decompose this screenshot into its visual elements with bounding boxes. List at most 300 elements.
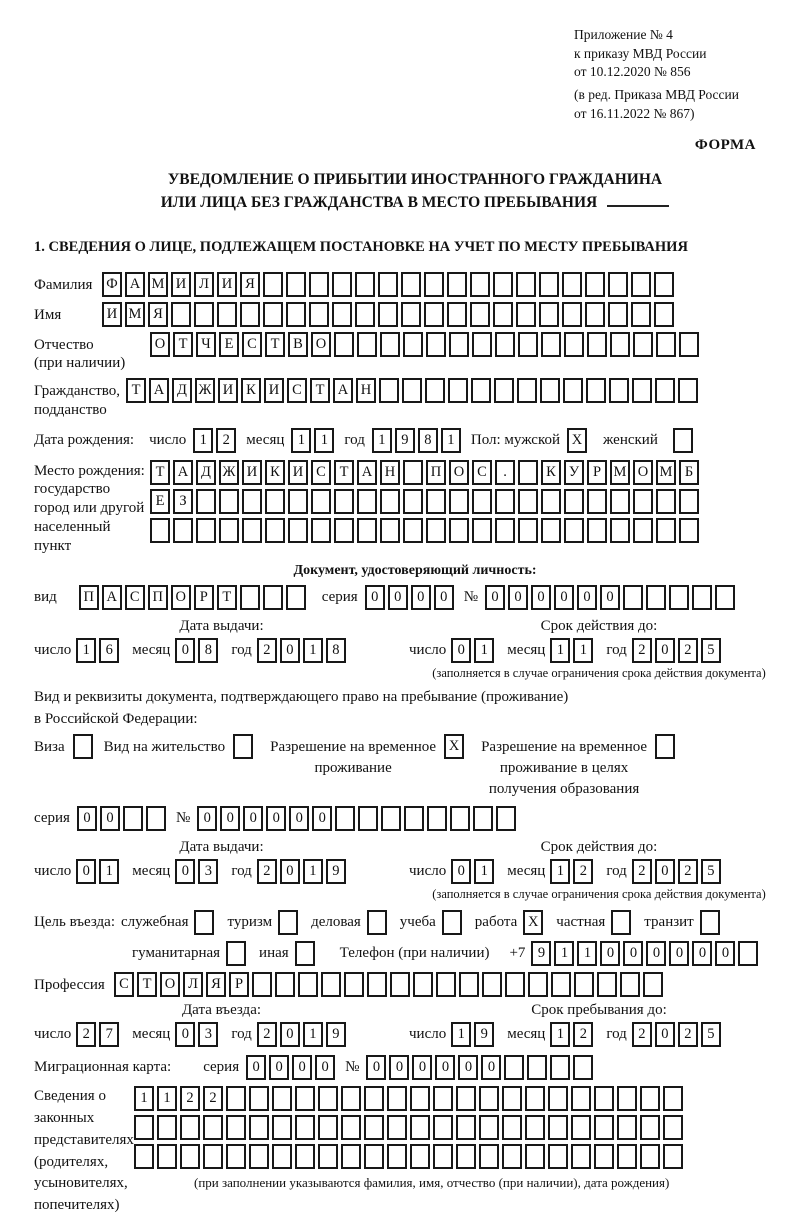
char-cell[interactable]: Я <box>240 272 260 297</box>
char-cell[interactable]: 0 <box>508 585 528 610</box>
char-cell[interactable] <box>355 302 375 327</box>
char-cell[interactable] <box>539 302 559 327</box>
char-cell[interactable] <box>403 332 423 357</box>
char-cell[interactable] <box>456 1086 476 1111</box>
residence-issue-day[interactable] <box>76 859 122 884</box>
char-cell[interactable]: К <box>265 460 285 485</box>
representatives-row2-cells[interactable] <box>134 1115 686 1140</box>
char-cell[interactable]: Д <box>172 378 192 403</box>
char-cell[interactable]: 0 <box>692 941 712 966</box>
char-cell[interactable] <box>620 972 640 997</box>
char-cell[interactable] <box>219 518 239 543</box>
char-cell[interactable] <box>617 1144 637 1169</box>
char-cell[interactable] <box>427 806 447 831</box>
char-cell[interactable] <box>447 302 467 327</box>
char-cell[interactable] <box>471 378 491 403</box>
sex-male-checkbox[interactable] <box>567 428 590 453</box>
char-cell[interactable]: Т <box>137 972 157 997</box>
char-cell[interactable]: И <box>102 302 122 327</box>
char-cell[interactable]: 2 <box>678 859 698 884</box>
char-cell[interactable] <box>655 378 675 403</box>
char-cell[interactable] <box>617 1086 637 1111</box>
char-cell[interactable] <box>449 518 469 543</box>
char-cell[interactable] <box>473 806 493 831</box>
char-cell[interactable] <box>594 1144 614 1169</box>
char-cell[interactable]: К <box>541 460 561 485</box>
char-cell[interactable] <box>449 489 469 514</box>
char-cell[interactable] <box>587 332 607 357</box>
char-cell[interactable]: О <box>150 332 170 357</box>
char-cell[interactable] <box>679 489 699 514</box>
char-cell[interactable]: 3 <box>198 1022 218 1047</box>
char-cell[interactable] <box>527 1055 547 1080</box>
char-cell[interactable]: 0 <box>292 1055 312 1080</box>
char-cell[interactable] <box>298 972 318 997</box>
char-cell[interactable]: 0 <box>577 585 597 610</box>
char-cell[interactable] <box>157 1115 177 1140</box>
char-cell[interactable]: Я <box>148 302 168 327</box>
char-cell[interactable]: 0 <box>481 1055 501 1080</box>
char-cell[interactable] <box>608 272 628 297</box>
char-cell[interactable]: 0 <box>623 941 643 966</box>
char-cell[interactable]: 6 <box>99 638 119 663</box>
char-cell[interactable] <box>447 272 467 297</box>
char-cell[interactable]: 9 <box>326 1022 346 1047</box>
char-cell[interactable] <box>203 1115 223 1140</box>
char-cell[interactable]: 2 <box>632 859 652 884</box>
char-cell[interactable]: 1 <box>134 1086 154 1111</box>
char-cell[interactable] <box>426 489 446 514</box>
char-cell[interactable] <box>425 378 445 403</box>
char-cell[interactable] <box>495 518 515 543</box>
char-cell[interactable]: 5 <box>701 638 721 663</box>
char-cell[interactable]: 1 <box>76 638 96 663</box>
transit-checkbox[interactable] <box>700 910 723 935</box>
char-cell[interactable] <box>357 518 377 543</box>
char-cell[interactable] <box>381 806 401 831</box>
char-cell[interactable] <box>640 1115 660 1140</box>
doc-valid-month[interactable] <box>550 638 596 663</box>
char-cell[interactable] <box>134 1144 154 1169</box>
entry-year[interactable] <box>257 1022 349 1047</box>
char-cell[interactable] <box>288 518 308 543</box>
entry-month[interactable] <box>175 1022 221 1047</box>
birthplace-row3-cells[interactable] <box>150 518 702 543</box>
char-cell[interactable]: 0 <box>269 1055 289 1080</box>
char-cell[interactable]: 1 <box>314 428 334 453</box>
char-cell[interactable]: И <box>288 460 308 485</box>
char-cell[interactable] <box>390 972 410 997</box>
char-cell[interactable]: О <box>171 585 191 610</box>
char-cell[interactable]: А <box>125 272 145 297</box>
char-cell[interactable] <box>663 1086 683 1111</box>
char-cell[interactable]: И <box>264 378 284 403</box>
char-cell[interactable]: 0 <box>175 1022 195 1047</box>
char-cell[interactable] <box>610 489 630 514</box>
char-cell[interactable] <box>355 272 375 297</box>
char-cell[interactable] <box>410 1115 430 1140</box>
char-cell[interactable]: П <box>148 585 168 610</box>
char-cell[interactable]: 0 <box>280 1022 300 1047</box>
tourism-checkbox[interactable] <box>278 910 301 935</box>
char-cell[interactable]: Р <box>587 460 607 485</box>
char-cell[interactable] <box>73 734 93 759</box>
char-cell[interactable] <box>541 518 561 543</box>
char-cell[interactable]: 0 <box>389 1055 409 1080</box>
char-cell[interactable] <box>646 585 666 610</box>
sex-female-checkbox[interactable] <box>673 428 696 453</box>
char-cell[interactable] <box>410 1144 430 1169</box>
char-cell[interactable] <box>679 332 699 357</box>
char-cell[interactable] <box>551 972 571 997</box>
char-cell[interactable]: Т <box>334 460 354 485</box>
char-cell[interactable] <box>263 272 283 297</box>
other-purpose-checkbox[interactable] <box>295 941 318 966</box>
char-cell[interactable]: . <box>495 460 515 485</box>
stay-year[interactable] <box>632 1022 724 1047</box>
char-cell[interactable] <box>472 518 492 543</box>
birthplace-row2-cells[interactable] <box>150 489 702 514</box>
char-cell[interactable] <box>564 518 584 543</box>
char-cell[interactable]: 9 <box>531 941 551 966</box>
char-cell[interactable] <box>585 272 605 297</box>
char-cell[interactable] <box>472 489 492 514</box>
doc-valid-year[interactable] <box>632 638 724 663</box>
char-cell[interactable]: 1 <box>550 859 570 884</box>
study-checkbox[interactable] <box>442 910 465 935</box>
char-cell[interactable] <box>470 272 490 297</box>
char-cell[interactable] <box>495 332 515 357</box>
char-cell[interactable] <box>378 272 398 297</box>
char-cell[interactable] <box>173 518 193 543</box>
char-cell[interactable] <box>332 272 352 297</box>
char-cell[interactable] <box>278 910 298 935</box>
char-cell[interactable] <box>252 972 272 997</box>
char-cell[interactable]: Н <box>380 460 400 485</box>
char-cell[interactable] <box>263 302 283 327</box>
char-cell[interactable]: М <box>125 302 145 327</box>
char-cell[interactable] <box>226 1115 246 1140</box>
char-cell[interactable]: Д <box>196 460 216 485</box>
char-cell[interactable] <box>318 1086 338 1111</box>
char-cell[interactable] <box>410 1086 430 1111</box>
char-cell[interactable]: В <box>288 332 308 357</box>
char-cell[interactable] <box>564 489 584 514</box>
char-cell[interactable] <box>502 1115 522 1140</box>
char-cell[interactable] <box>456 1144 476 1169</box>
char-cell[interactable] <box>249 1086 269 1111</box>
char-cell[interactable] <box>295 1115 315 1140</box>
char-cell[interactable] <box>367 972 387 997</box>
char-cell[interactable] <box>541 332 561 357</box>
residence-valid-day[interactable] <box>451 859 497 884</box>
residence-permit-checkbox[interactable] <box>233 734 256 759</box>
char-cell[interactable]: Т <box>173 332 193 357</box>
char-cell[interactable]: 0 <box>100 806 120 831</box>
char-cell[interactable] <box>496 806 516 831</box>
char-cell[interactable]: Л <box>194 272 214 297</box>
char-cell[interactable] <box>387 1115 407 1140</box>
profession-cells[interactable] <box>114 972 666 997</box>
char-cell[interactable]: Р <box>229 972 249 997</box>
char-cell[interactable]: А <box>333 378 353 403</box>
char-cell[interactable] <box>610 518 630 543</box>
edu-residence-checkbox[interactable] <box>655 734 678 759</box>
char-cell[interactable] <box>150 518 170 543</box>
char-cell[interactable] <box>493 302 513 327</box>
char-cell[interactable] <box>433 1144 453 1169</box>
residence-valid-year[interactable] <box>632 859 724 884</box>
char-cell[interactable]: И <box>218 378 238 403</box>
char-cell[interactable] <box>180 1144 200 1169</box>
char-cell[interactable]: 0 <box>434 585 454 610</box>
char-cell[interactable] <box>286 302 306 327</box>
char-cell[interactable] <box>516 272 536 297</box>
char-cell[interactable] <box>344 972 364 997</box>
char-cell[interactable]: 2 <box>678 1022 698 1047</box>
firstname-cells[interactable] <box>102 302 677 327</box>
char-cell[interactable]: 1 <box>474 638 494 663</box>
char-cell[interactable] <box>219 489 239 514</box>
char-cell[interactable] <box>656 489 676 514</box>
phone-cells[interactable] <box>531 941 761 966</box>
char-cell[interactable]: Л <box>183 972 203 997</box>
char-cell[interactable]: С <box>311 460 331 485</box>
char-cell[interactable] <box>321 972 341 997</box>
char-cell[interactable]: 0 <box>388 585 408 610</box>
char-cell[interactable]: 0 <box>531 585 551 610</box>
char-cell[interactable]: 2 <box>573 1022 593 1047</box>
char-cell[interactable] <box>357 332 377 357</box>
char-cell[interactable]: 0 <box>458 1055 478 1080</box>
char-cell[interactable]: И <box>171 272 191 297</box>
char-cell[interactable] <box>550 1055 570 1080</box>
char-cell[interactable] <box>643 972 663 997</box>
char-cell[interactable] <box>275 972 295 997</box>
char-cell[interactable] <box>334 518 354 543</box>
representatives-row1-cells[interactable] <box>134 1086 686 1111</box>
patronymic-cells[interactable] <box>150 332 702 357</box>
char-cell[interactable] <box>240 302 260 327</box>
char-cell[interactable]: 1 <box>451 1022 471 1047</box>
char-cell[interactable] <box>194 910 214 935</box>
char-cell[interactable]: 2 <box>678 638 698 663</box>
char-cell[interactable] <box>433 1086 453 1111</box>
char-cell[interactable] <box>540 378 560 403</box>
char-cell[interactable] <box>413 972 433 997</box>
char-cell[interactable]: О <box>311 332 331 357</box>
surname-cells[interactable] <box>102 272 677 297</box>
char-cell[interactable] <box>378 302 398 327</box>
char-cell[interactable] <box>309 272 329 297</box>
char-cell[interactable] <box>249 1144 269 1169</box>
char-cell[interactable] <box>517 378 537 403</box>
char-cell[interactable]: 0 <box>315 1055 335 1080</box>
char-cell[interactable] <box>194 302 214 327</box>
char-cell[interactable]: 0 <box>669 941 689 966</box>
char-cell[interactable] <box>436 972 456 997</box>
char-cell[interactable]: 0 <box>246 1055 266 1080</box>
char-cell[interactable] <box>692 585 712 610</box>
char-cell[interactable] <box>573 1055 593 1080</box>
char-cell[interactable]: И <box>242 460 262 485</box>
char-cell[interactable]: 1 <box>193 428 213 453</box>
char-cell[interactable] <box>631 302 651 327</box>
humanitarian-checkbox[interactable] <box>226 941 249 966</box>
char-cell[interactable] <box>364 1144 384 1169</box>
char-cell[interactable] <box>623 585 643 610</box>
char-cell[interactable]: 0 <box>220 806 240 831</box>
char-cell[interactable]: Ж <box>195 378 215 403</box>
char-cell[interactable] <box>586 378 606 403</box>
char-cell[interactable] <box>502 1144 522 1169</box>
char-cell[interactable] <box>123 806 143 831</box>
char-cell[interactable]: 0 <box>280 859 300 884</box>
char-cell[interactable] <box>505 972 525 997</box>
char-cell[interactable] <box>286 585 306 610</box>
char-cell[interactable]: 2 <box>257 638 277 663</box>
char-cell[interactable] <box>426 332 446 357</box>
char-cell[interactable]: П <box>426 460 446 485</box>
char-cell[interactable] <box>608 302 628 327</box>
char-cell[interactable] <box>442 910 462 935</box>
char-cell[interactable] <box>272 1115 292 1140</box>
migration-series-cells[interactable] <box>246 1055 338 1080</box>
char-cell[interactable] <box>516 302 536 327</box>
char-cell[interactable]: А <box>357 460 377 485</box>
char-cell[interactable]: Т <box>265 332 285 357</box>
char-cell[interactable]: Е <box>150 489 170 514</box>
char-cell[interactable]: М <box>656 460 676 485</box>
char-cell[interactable] <box>401 302 421 327</box>
char-cell[interactable] <box>633 332 653 357</box>
char-cell[interactable] <box>226 941 246 966</box>
visa-checkbox[interactable] <box>73 734 96 759</box>
citizenship-cells[interactable] <box>126 378 701 403</box>
char-cell[interactable] <box>449 332 469 357</box>
char-cell[interactable] <box>518 460 538 485</box>
stay-month[interactable] <box>550 1022 596 1047</box>
char-cell[interactable]: 8 <box>418 428 438 453</box>
char-cell[interactable] <box>494 378 514 403</box>
char-cell[interactable]: Б <box>679 460 699 485</box>
char-cell[interactable] <box>334 332 354 357</box>
official-checkbox[interactable] <box>194 910 217 935</box>
char-cell[interactable]: Т <box>150 460 170 485</box>
char-cell[interactable] <box>426 518 446 543</box>
char-cell[interactable]: 0 <box>554 585 574 610</box>
char-cell[interactable]: 0 <box>600 585 620 610</box>
char-cell[interactable] <box>379 378 399 403</box>
char-cell[interactable] <box>226 1086 246 1111</box>
char-cell[interactable] <box>563 378 583 403</box>
doc-series-cells[interactable] <box>365 585 457 610</box>
char-cell[interactable] <box>518 332 538 357</box>
char-cell[interactable] <box>597 972 617 997</box>
residence-number-cells[interactable] <box>197 806 519 831</box>
char-cell[interactable] <box>265 518 285 543</box>
char-cell[interactable] <box>403 460 423 485</box>
char-cell[interactable]: 0 <box>485 585 505 610</box>
char-cell[interactable] <box>263 585 283 610</box>
char-cell[interactable]: А <box>102 585 122 610</box>
residence-valid-month[interactable] <box>550 859 596 884</box>
char-cell[interactable] <box>341 1144 361 1169</box>
char-cell[interactable] <box>673 428 693 453</box>
char-cell[interactable] <box>242 518 262 543</box>
doc-issue-month[interactable] <box>175 638 221 663</box>
char-cell[interactable] <box>654 302 674 327</box>
char-cell[interactable] <box>448 378 468 403</box>
char-cell[interactable] <box>631 272 651 297</box>
char-cell[interactable] <box>364 1115 384 1140</box>
char-cell[interactable]: 0 <box>600 941 620 966</box>
char-cell[interactable]: 1 <box>157 1086 177 1111</box>
char-cell[interactable] <box>525 1144 545 1169</box>
char-cell[interactable] <box>585 302 605 327</box>
char-cell[interactable]: 2 <box>632 1022 652 1047</box>
char-cell[interactable]: 2 <box>216 428 236 453</box>
char-cell[interactable]: 1 <box>577 941 597 966</box>
char-cell[interactable] <box>309 302 329 327</box>
char-cell[interactable] <box>502 1086 522 1111</box>
char-cell[interactable] <box>571 1144 591 1169</box>
char-cell[interactable]: 2 <box>257 1022 277 1047</box>
doc-issue-year[interactable] <box>257 638 349 663</box>
char-cell[interactable]: С <box>242 332 262 357</box>
residence-series-cells[interactable] <box>77 806 169 831</box>
char-cell[interactable]: 1 <box>441 428 461 453</box>
char-cell[interactable]: 9 <box>395 428 415 453</box>
char-cell[interactable] <box>402 378 422 403</box>
char-cell[interactable] <box>367 910 387 935</box>
char-cell[interactable] <box>318 1115 338 1140</box>
doc-number-cells[interactable] <box>485 585 738 610</box>
char-cell[interactable]: Р <box>194 585 214 610</box>
char-cell[interactable] <box>678 378 698 403</box>
char-cell[interactable] <box>335 806 355 831</box>
char-cell[interactable]: К <box>241 378 261 403</box>
char-cell[interactable] <box>539 272 559 297</box>
doc-issue-day[interactable] <box>76 638 122 663</box>
char-cell[interactable] <box>433 1115 453 1140</box>
char-cell[interactable] <box>358 806 378 831</box>
char-cell[interactable]: 2 <box>632 638 652 663</box>
char-cell[interactable]: 3 <box>198 859 218 884</box>
char-cell[interactable] <box>472 332 492 357</box>
char-cell[interactable] <box>611 910 631 935</box>
char-cell[interactable] <box>594 1115 614 1140</box>
char-cell[interactable] <box>495 489 515 514</box>
char-cell[interactable]: И <box>217 272 237 297</box>
char-cell[interactable]: 9 <box>326 859 346 884</box>
birthplace-row1-cells[interactable] <box>150 460 702 485</box>
char-cell[interactable] <box>518 489 538 514</box>
char-cell[interactable]: А <box>173 460 193 485</box>
entry-day[interactable] <box>76 1022 122 1047</box>
char-cell[interactable] <box>332 302 352 327</box>
char-cell[interactable]: Т <box>310 378 330 403</box>
birth-year-cells[interactable] <box>372 428 464 453</box>
char-cell[interactable] <box>364 1086 384 1111</box>
char-cell[interactable] <box>574 972 594 997</box>
char-cell[interactable] <box>311 489 331 514</box>
char-cell[interactable] <box>424 272 444 297</box>
char-cell[interactable] <box>656 518 676 543</box>
char-cell[interactable] <box>265 489 285 514</box>
char-cell[interactable] <box>387 1086 407 1111</box>
char-cell[interactable] <box>640 1086 660 1111</box>
